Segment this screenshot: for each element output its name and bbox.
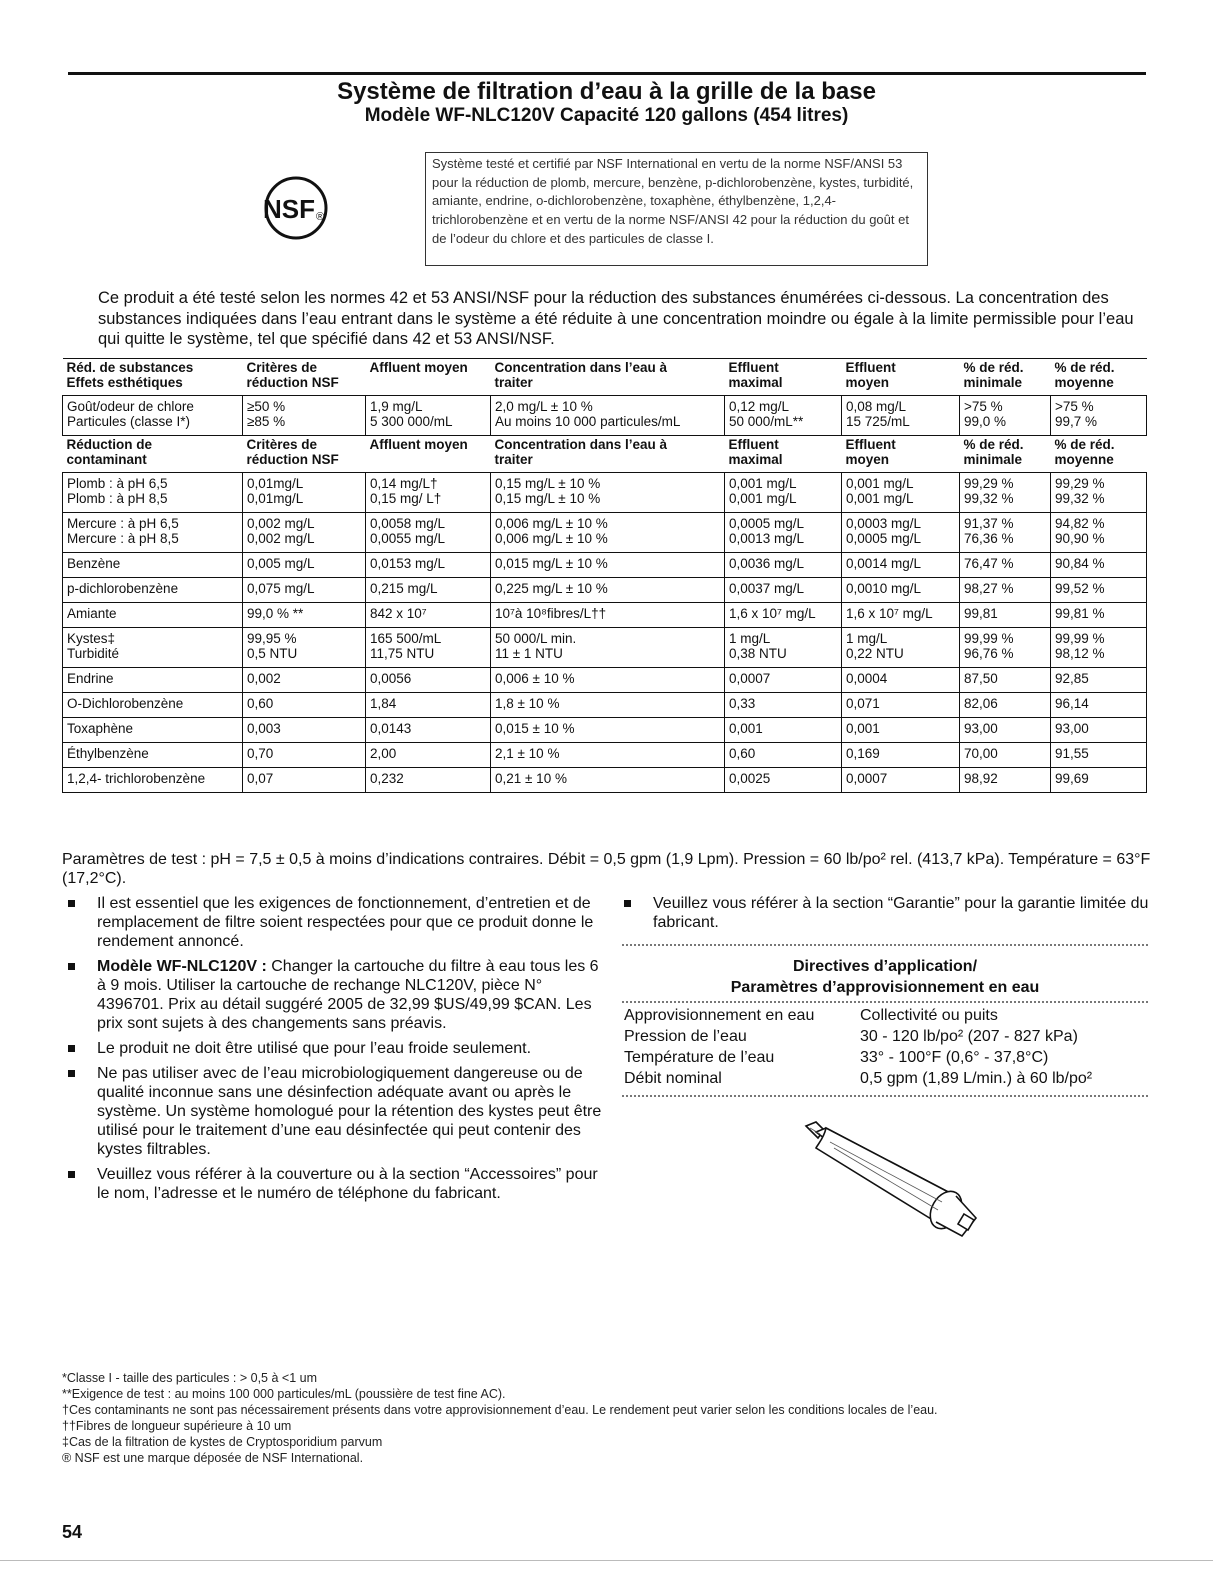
table-cell: 96,14: [1051, 693, 1147, 718]
table-row: [63, 603, 1147, 628]
table-row: [63, 396, 1147, 436]
table-cell: 0,215 mg/L: [366, 578, 491, 603]
table-cell: 0,001 mg/L 0,001 mg/L: [842, 473, 960, 513]
table-cell: 1,84: [366, 693, 491, 718]
directives-table: [622, 1005, 1148, 1089]
directive-value: 30 - 120 lb/po² (207 - 827 kPa): [860, 1028, 1078, 1045]
table-cell: 0,005 mg/L: [243, 553, 366, 578]
table-cell: 50 000/L min. 11 ± 1 NTU: [491, 628, 725, 668]
table-cell: 0,0025: [725, 768, 842, 793]
table-cell: 0,14 mg/L† 0,15 mg/ L†: [366, 473, 491, 513]
bullet-text: Ne pas utiliser avec de l’eau microbiologiquement dangereuse ou de qualité inconnue sans une désinfection adéquate avant ou après le système. Un système homologué pour la rétention des kystes peut être utilisé pour le traitement d’une eau désinfectée qui peut contenir des kystes filtrables.: [97, 1065, 602, 1158]
table-row: [63, 473, 1147, 513]
table-cell: 93,00: [960, 718, 1051, 743]
directive-label: Débit nominal: [624, 1070, 722, 1087]
column-header: Effluent maximal: [725, 436, 842, 473]
table-cell: 0,0153 mg/L: [366, 553, 491, 578]
table-cell: 842 x 10⁷: [366, 603, 491, 628]
bullet-item: [62, 894, 602, 951]
column-header: % de réd. moyenne: [1051, 359, 1147, 396]
table-cell: 0,075 mg/L: [243, 578, 366, 603]
directive-value: Collectivité ou puits: [860, 1007, 998, 1024]
table-cell: 0,21 ± 10 %: [491, 768, 725, 793]
page-subtitle: Modèle WF-NLC120V Capacité 120 gallons (454 litres): [364, 105, 849, 126]
reduction-table: [62, 358, 1147, 793]
table-cell: 0,0014 mg/L: [842, 553, 960, 578]
certification-box: Système testé et certifié par NSF International en vertu de la norme NSF/ANSI 53 pour la réduction de plomb, mercure, benzène, p-dichlorobenzène, kystes, turbidité, amiante, endrine, o-dichlorobenzène, toxaphène, éthylbenzène, 1,2,4-trichlorobenzène et en vertu de la norme NSF/ANSI 42 pour la réduction du goût et de l’odeur du chlore et des particules de classe I.: [425, 152, 928, 266]
table-row: [63, 578, 1147, 603]
table-cell: 87,50: [960, 668, 1051, 693]
table-cell: 92,85: [1051, 668, 1147, 693]
footnote: *Classe I - taille des particules : > 0,5 à <1 um: [62, 1371, 317, 1385]
table-cell: 0,0058 mg/L 0,0055 mg/L: [366, 513, 491, 553]
table-cell: 90,84 %: [1051, 553, 1147, 578]
table-cell: 0,001: [725, 718, 842, 743]
table-cell: 99,99 % 96,76 %: [960, 628, 1051, 668]
table-cell: 70,00: [960, 743, 1051, 768]
directives-title-1: Directives d’application/: [792, 958, 978, 975]
table-cell: 0,015 ± 10 %: [491, 718, 725, 743]
table-cell: 0,0056: [366, 668, 491, 693]
column-header: Affluent moyen: [366, 359, 491, 396]
table-cell: 99,95 % 0,5 NTU: [243, 628, 366, 668]
table-cell: 0,33: [725, 693, 842, 718]
bottom-rule: [0, 1560, 1213, 1561]
table-cell: 1,2,4- trichlorobenzène: [63, 768, 243, 793]
column-header: Effluent moyen: [842, 359, 960, 396]
table-cell: Endrine: [63, 668, 243, 693]
directive-label: Température de l’eau: [624, 1049, 775, 1066]
test-parameters: Paramètres de test : pH = 7,5 ± 0,5 à moins d’indications contraires. Débit = 0,5 gpm (1,9 Lpm). Pression = 60 lb/po² rel. (413,7 kPa). Température = 63°F (17,2°C).: [62, 851, 1151, 887]
table-header-row: [63, 436, 1147, 473]
page-title: Système de filtration d’eau à la grille de la base: [337, 78, 876, 105]
table-cell: 0,002: [243, 668, 366, 693]
column-header: Effluent moyen: [842, 436, 960, 473]
table-cell: 0,0004: [842, 668, 960, 693]
table-header-row: [63, 359, 1147, 396]
table-cell: 1,8 ± 10 %: [491, 693, 725, 718]
bullet-item: [62, 1064, 602, 1159]
column-header: % de réd. minimale: [960, 359, 1051, 396]
table-cell: 0,0005 mg/L 0,0013 mg/L: [725, 513, 842, 553]
table-cell: 0,169: [842, 743, 960, 768]
table-cell: 98,92: [960, 768, 1051, 793]
column-header: Concentration dans l’eau à traiter: [491, 359, 725, 396]
column-header: Effluent maximal: [725, 359, 842, 396]
footnote: **Exigence de test : au moins 100 000 particules/mL (poussière de test fine AC).: [62, 1387, 506, 1401]
table-cell: 0,003: [243, 718, 366, 743]
table-cell: Kystes‡ Turbidité: [63, 628, 243, 668]
table-cell: 0,232: [366, 768, 491, 793]
dotted-divider: [622, 944, 1148, 946]
dotted-divider: [622, 1095, 1148, 1097]
table-cell: 91,55: [1051, 743, 1147, 768]
table-cell: 1,9 mg/L 5 300 000/mL: [366, 396, 491, 436]
table-cell: 0,60: [725, 743, 842, 768]
table-row: [63, 628, 1147, 668]
table-cell: 1,6 x 10⁷ mg/L: [725, 603, 842, 628]
table-cell: 0,0010 mg/L: [842, 578, 960, 603]
table-cell: O-Dichlorobenzène: [63, 693, 243, 718]
directive-value: 0,5 gpm (1,89 L/min.) à 60 lb/po²: [860, 1070, 1093, 1087]
directives-row: [622, 1068, 1148, 1089]
column-header: Critères de réduction NSF: [243, 436, 366, 473]
table-cell: 1 mg/L 0,38 NTU: [725, 628, 842, 668]
bullet-list: [62, 894, 602, 1209]
nsf-logo-text: NSF: [263, 194, 315, 224]
table-cell: 99,81 %: [1051, 603, 1147, 628]
table-cell: 98,27 %: [960, 578, 1051, 603]
table-cell: 0,70: [243, 743, 366, 768]
directives-row: [622, 1005, 1148, 1026]
bullet-item: [62, 957, 602, 1033]
column-header: Réduction de contaminant: [63, 436, 243, 473]
table-cell: Plomb : à pH 6,5 Plomb : à pH 8,5: [63, 473, 243, 513]
table-cell: 0,0143: [366, 718, 491, 743]
table-cell: 99,0 % **: [243, 603, 366, 628]
table-row: [63, 553, 1147, 578]
table-cell: ≥50 % ≥85 %: [243, 396, 366, 436]
table-cell: 1 mg/L 0,22 NTU: [842, 628, 960, 668]
table-cell: 2,1 ± 10 %: [491, 743, 725, 768]
table-cell: Mercure : à pH 6,5 Mercure : à pH 8,5: [63, 513, 243, 553]
intro-paragraph: Ce produit a été testé selon les normes 42 et 53 ANSI/NSF pour la réduction des substances énumérées ci-dessous. La concentration des substances indiquées dans l’eau entrant dans le système a été réduite à une concentration moindre ou égale à la limite permissible pour l’eau qui quitte le système, tel que spécifié dans 42 et 53 ANSI/NSF.: [98, 289, 1134, 348]
table-cell: 99,99 % 98,12 %: [1051, 628, 1147, 668]
table-row: [63, 743, 1147, 768]
table-cell: 76,47 %: [960, 553, 1051, 578]
table-cell: 0,12 mg/L 50 000/mL**: [725, 396, 842, 436]
table-cell: 2,00: [366, 743, 491, 768]
table-cell: Goût/odeur de chlore Particules (classe I*): [63, 396, 243, 436]
table-cell: 2,0 mg/L ± 10 % Au moins 10 000 particules/mL: [491, 396, 725, 436]
table-cell: 91,37 % 76,36 %: [960, 513, 1051, 553]
bullet-item: [62, 1039, 602, 1058]
bullet-item: [62, 1165, 602, 1203]
table-cell: 0,07: [243, 768, 366, 793]
column-header: % de réd. moyenne: [1051, 436, 1147, 473]
table-cell: p-dichlorobenzène: [63, 578, 243, 603]
table-cell: 0,001 mg/L 0,001 mg/L: [725, 473, 842, 513]
table-cell: 0,15 mg/L ± 10 % 0,15 mg/L ± 10 %: [491, 473, 725, 513]
footnote: †Ces contaminants ne sont pas nécessairement présents dans votre approvisionnement d’eau. Le rendement peut varier selon les conditions locales de l’eau.: [62, 1403, 938, 1417]
table-cell: 1,6 x 10⁷ mg/L: [842, 603, 960, 628]
table-cell: 0,071: [842, 693, 960, 718]
bullet-text: Il est essentiel que les exigences de fonctionnement, d’entretien et de remplacement de filtre soient respectées pour que ce produit donne le rendement annoncé.: [97, 895, 594, 950]
table-cell: >75 % 99,7 %: [1051, 396, 1147, 436]
footnotes: [62, 1370, 1152, 1466]
table-row: [63, 693, 1147, 718]
table-cell: 0,0007: [842, 768, 960, 793]
bullet-square-icon: [68, 963, 75, 970]
filter-cartridge-image: [786, 1118, 982, 1240]
table-cell: 0,001: [842, 718, 960, 743]
column-header: Critères de réduction NSF: [243, 359, 366, 396]
table-cell: Benzène: [63, 553, 243, 578]
table-cell: Amiante: [63, 603, 243, 628]
dotted-divider: [622, 1001, 1148, 1003]
bullet-text: Le produit ne doit être utilisé que pour l’eau froide seulement.: [97, 1040, 532, 1057]
directive-label: Pression de l’eau: [624, 1028, 747, 1045]
table-cell: 99,81: [960, 603, 1051, 628]
table-cell: 99,29 % 99,32 %: [960, 473, 1051, 513]
table-cell: 0,225 mg/L ± 10 %: [491, 578, 725, 603]
bullet-text: Changer la cartouche du filtre à eau tous les 6 à 9 mois. Utiliser la cartouche de rechange NLC120V, pièce N° 4396701. Prix au détail suggéré 2005 de 32,99 $US/49,99 $CAN. Les prix sont sujets à des changements sans préavis.: [97, 958, 599, 1032]
bullet-square-icon: [68, 1045, 75, 1052]
table-cell: 0,006 mg/L ± 10 % 0,006 mg/L ± 10 %: [491, 513, 725, 553]
bullet-bold-label: Modèle WF-NLC120V :: [97, 958, 267, 975]
directives-row: [622, 1047, 1148, 1068]
column-header: Réd. de substances Effets esthétiques: [63, 359, 243, 396]
table-cell: 0,0037 mg/L: [725, 578, 842, 603]
nsf-logo-icon: [254, 176, 340, 240]
bullet-square-icon: [68, 1070, 75, 1077]
column-header: % de réd. minimale: [960, 436, 1051, 473]
warranty-bullet: [618, 894, 1193, 932]
nsf-registered-mark: ®: [315, 211, 325, 223]
table-cell: 0,015 mg/L ± 10 %: [491, 553, 725, 578]
directives-title-2: Paramètres d’approvisionnement en eau: [730, 979, 1040, 996]
table-cell: 0,01mg/L 0,01mg/L: [243, 473, 366, 513]
table-cell: 82,06: [960, 693, 1051, 718]
warranty-bullet-text: Veuillez vous référer à la section “Garantie” pour la garantie limitée du fabricant.: [653, 895, 1149, 931]
column-header: Affluent moyen: [366, 436, 491, 473]
table-cell: 10⁷à 10⁸fibres/L††: [491, 603, 725, 628]
table-cell: Éthylbenzène: [63, 743, 243, 768]
bullet-square-icon: [624, 900, 631, 907]
table-row: [63, 668, 1147, 693]
table-cell: 99,29 % 99,32 %: [1051, 473, 1147, 513]
table-cell: 0,08 mg/L 15 725/mL: [842, 396, 960, 436]
footnote: ® NSF est une marque déposée de NSF International.: [62, 1451, 364, 1465]
table-row: [63, 513, 1147, 553]
table-row: [63, 768, 1147, 793]
table-cell: >75 % 99,0 %: [960, 396, 1051, 436]
directive-label: Approvisionnement en eau: [624, 1007, 815, 1024]
page-number: 54: [62, 1522, 83, 1542]
table-cell: 165 500/mL 11,75 NTU: [366, 628, 491, 668]
directives-row: [622, 1026, 1148, 1047]
table-row: [63, 718, 1147, 743]
table-cell: 93,00: [1051, 718, 1147, 743]
column-header: Concentration dans l’eau à traiter: [491, 436, 725, 473]
bullet-square-icon: [68, 1171, 75, 1178]
table-cell: 0,0036 mg/L: [725, 553, 842, 578]
table-cell: Toxaphène: [63, 718, 243, 743]
table-cell: 0,0003 mg/L 0,0005 mg/L: [842, 513, 960, 553]
footnote: ‡Cas de la filtration de kystes de Cryptosporidium parvum: [62, 1435, 383, 1449]
table-cell: 0,60: [243, 693, 366, 718]
table-cell: 0,0007: [725, 668, 842, 693]
bullet-text: Veuillez vous référer à la couverture ou à la section “Accessoires” pour le nom, l’adresse et le numéro de téléphone du fabricant.: [97, 1166, 598, 1202]
top-rule: [68, 72, 1146, 75]
footnote: ††Fibres de longueur supérieure à 10 um: [62, 1419, 292, 1433]
table-cell: 0,002 mg/L 0,002 mg/L: [243, 513, 366, 553]
directive-value: 33° - 100°F (0,6° - 37,8°C): [860, 1049, 1049, 1066]
table-cell: 0,006 ± 10 %: [491, 668, 725, 693]
table-cell: 94,82 % 90,90 %: [1051, 513, 1147, 553]
bullet-square-icon: [68, 900, 75, 907]
table-cell: 99,52 %: [1051, 578, 1147, 603]
table-cell: 99,69: [1051, 768, 1147, 793]
